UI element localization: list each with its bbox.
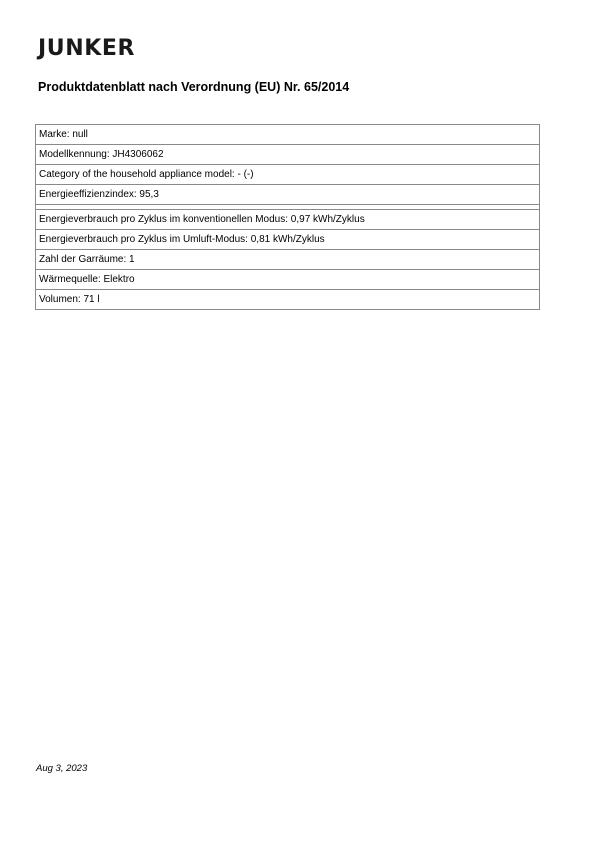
row-energy-conventional: Energieverbrauch pro Zyklus im konventionellen Modus: 0,97 kWh/Zyklus xyxy=(36,210,540,230)
table-row xyxy=(36,270,540,290)
table-row xyxy=(36,125,540,145)
table-row xyxy=(36,185,540,205)
table-row xyxy=(36,210,540,230)
row-energy-index: Energieeffizienzindex: 95,3 xyxy=(36,185,540,205)
brand-logo: JUNKER xyxy=(38,36,136,61)
table-row xyxy=(36,290,540,310)
row-energy-fan: Energieverbrauch pro Zyklus im Umluft-Modus: 0,81 kWh/Zyklus xyxy=(36,230,540,250)
row-category: Category of the household appliance model: - (-) xyxy=(36,165,540,185)
page-title: Produktdatenblatt nach Verordnung (EU) Nr. 65/2014 xyxy=(38,80,350,94)
table-row xyxy=(36,165,540,185)
document-date: Aug 3, 2023 xyxy=(36,763,88,774)
datasheet-table xyxy=(35,124,540,310)
row-volume: Volumen: 71 l xyxy=(36,290,540,310)
row-cavities: Zahl der Garräume: 1 xyxy=(36,250,540,270)
table-row xyxy=(36,145,540,165)
row-heat-source: Wärmequelle: Elektro xyxy=(36,270,540,290)
row-model-id: Modellkennung: JH4306062 xyxy=(36,145,540,165)
table-row xyxy=(36,250,540,270)
table-row xyxy=(36,230,540,250)
row-brand: Marke: null xyxy=(36,125,540,145)
